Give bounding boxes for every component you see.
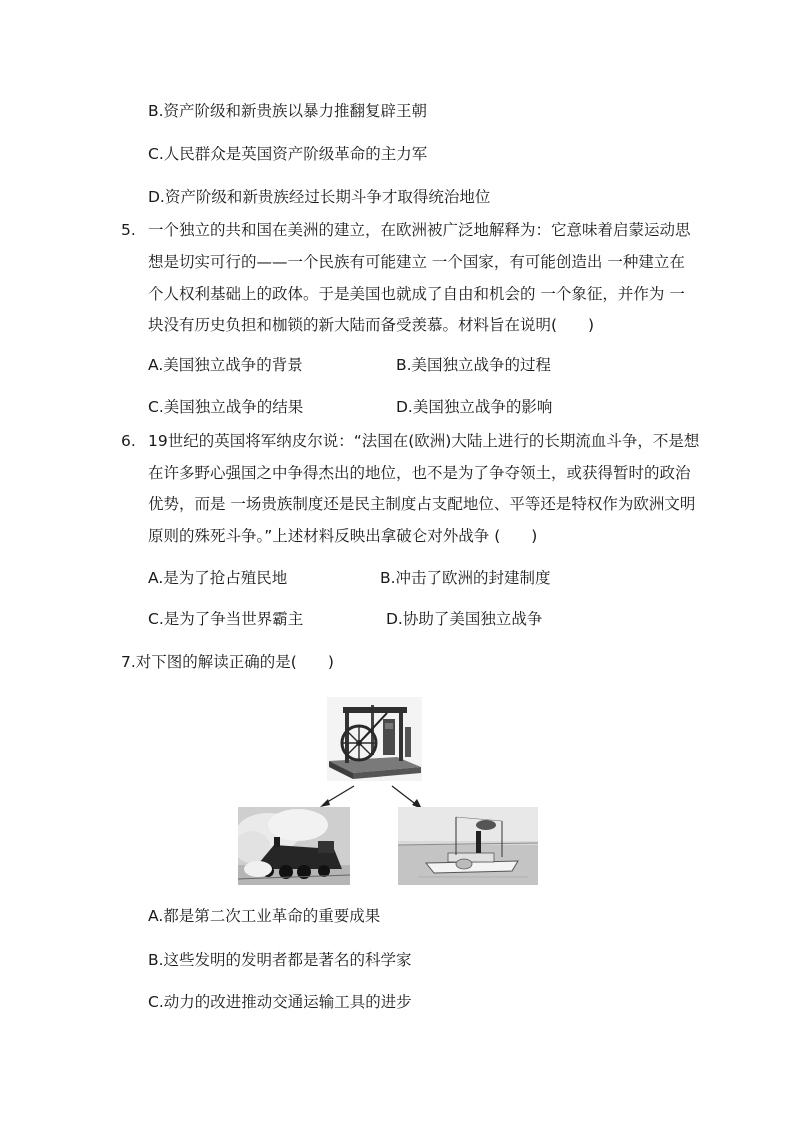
q5-stem-line-4: 块没有历史负担和枷锁的新大陆而备受羡慕。材料旨在说明( ) — [148, 316, 595, 334]
q5-stem-line-3: 个人权利基础上的政体。于是美国也就成了自由和机会的 一个象征，并作为 一 — [148, 285, 685, 303]
q6-stem-line-2: 在许多野心强国之中争得杰出的地位，也不是为了争夺领土，或获得暂时的政治 — [148, 464, 691, 482]
steam-engine-photo — [327, 697, 422, 781]
q5-option-d: D.美国独立战争的影响 — [396, 398, 553, 416]
q5-number: 5. — [121, 221, 136, 239]
q6-number: 6. — [121, 432, 136, 450]
q4-option-b: B.资产阶级和新贵族以暴力推翻复辟王朝 — [148, 102, 428, 120]
q7-option-b: B.这些发明的发明者都是著名的科学家 — [148, 951, 412, 969]
q5-stem-line-2: 想是切实可行的——一个民族有可能建立 一个国家，有可能创造出 一种建立在 — [148, 253, 685, 271]
q5-option-c: C.美国独立战争的结果 — [148, 398, 304, 416]
q7-option-c: C.动力的改进推动交通运输工具的进步 — [148, 993, 412, 1011]
q4-option-c: C.人民群众是英国资产阶级革命的主力军 — [148, 145, 428, 163]
q5-option-a: A.美国独立战争的背景 — [148, 356, 303, 374]
q4-option-d: D.资产阶级和新贵族经过长期斗争才取得统治地位 — [148, 188, 491, 206]
q5-stem-line-1: 一个独立的共和国在美洲的建立，在欧洲被广泛地解释为：它意味着启蒙运动思 — [148, 221, 691, 239]
q6-option-c: C.是为了争当世界霸主 — [148, 610, 304, 628]
q6-option-d: D.协助了美国独立战争 — [386, 610, 543, 628]
q6-option-b: B.冲击了欧洲的封建制度 — [380, 569, 551, 587]
q5-option-b: B.美国独立战争的过程 — [396, 356, 552, 374]
q6-option-a: A.是为了抢占殖民地 — [148, 569, 288, 587]
steamboat-photo — [398, 807, 538, 885]
q7-option-a: A.都是第二次工业革命的重要成果 — [148, 907, 381, 925]
q6-stem-line-1: 19世纪的英国将军纳皮尔说：“法国在(欧洲)大陆上进行的长期流血斗争，不是想 — [148, 432, 700, 450]
q6-stem-line-4: 原则的殊死斗争。”上述材料反映出拿破仑对外战争 ( ) — [148, 527, 538, 545]
steam-locomotive-photo — [238, 807, 350, 885]
q6-stem-line-3: 优势，而是 一场贵族制度还是民主制度占支配地位、平等还是特权作为欧洲文明 — [148, 495, 696, 513]
q7-stem: 7.对下图的解读正确的是( ) — [121, 653, 334, 671]
